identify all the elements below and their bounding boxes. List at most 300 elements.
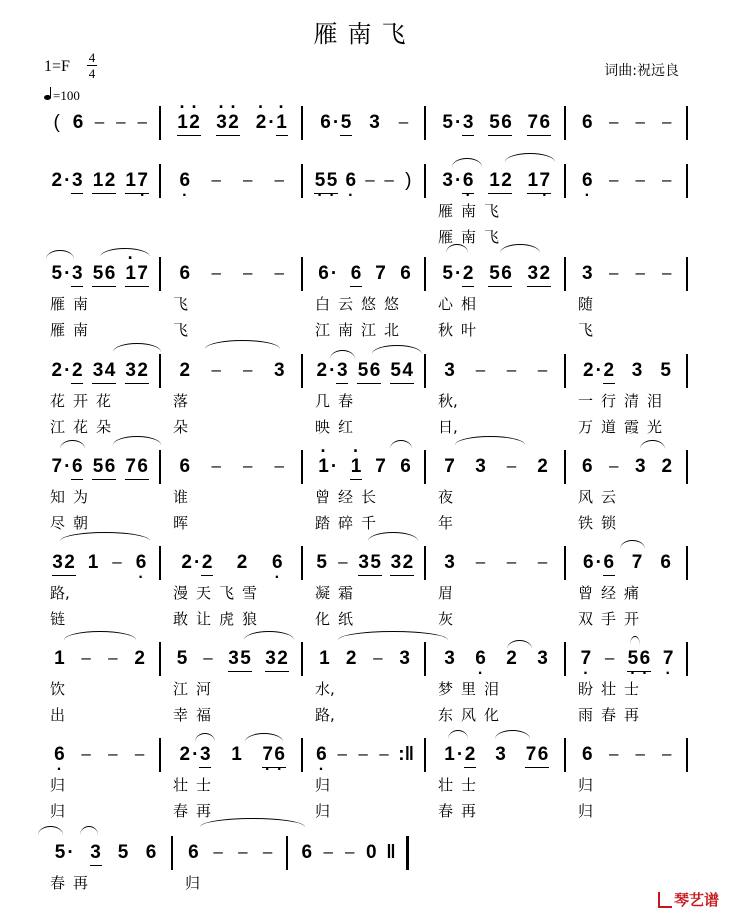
dash-hold: – bbox=[203, 648, 213, 667]
barline bbox=[301, 164, 303, 198]
lyric-line-1 bbox=[173, 774, 299, 795]
eighth-note-group bbox=[262, 744, 286, 768]
dash-hold: – bbox=[635, 112, 645, 131]
beat bbox=[210, 263, 223, 283]
lyric-line-2 bbox=[578, 704, 684, 725]
lyric-syllable: 开 bbox=[624, 610, 640, 628]
note: 5 bbox=[489, 263, 500, 284]
eighth-note-group bbox=[177, 112, 201, 136]
slur-arc bbox=[507, 640, 532, 649]
lyric-line-2 bbox=[50, 512, 157, 533]
barline bbox=[424, 354, 426, 388]
note: · 1 bbox=[177, 112, 189, 134]
lyric-line-1 bbox=[50, 486, 157, 507]
beat bbox=[273, 263, 286, 283]
barline bbox=[424, 546, 426, 580]
note: 3 bbox=[273, 360, 285, 381]
beat bbox=[402, 170, 415, 192]
lyric-syllable: 狼 bbox=[242, 610, 258, 628]
beat bbox=[92, 456, 116, 480]
lyric-syllable: 曾 bbox=[315, 488, 331, 506]
lyric-syllable: 再 bbox=[624, 706, 640, 724]
beat bbox=[315, 552, 328, 574]
lyric-syllable: 灰 bbox=[438, 610, 454, 628]
lyric-syllable: 随 bbox=[578, 295, 594, 313]
beat bbox=[210, 170, 223, 190]
beat bbox=[180, 552, 213, 576]
dash-hold: – bbox=[398, 112, 409, 131]
beat bbox=[125, 456, 149, 480]
beat bbox=[660, 263, 673, 283]
lyric-syllable: 云 bbox=[601, 488, 617, 506]
note: · bbox=[454, 263, 462, 284]
dash-hold: – bbox=[475, 552, 486, 571]
beat bbox=[579, 648, 592, 670]
measure bbox=[434, 456, 558, 478]
note: 7 · bbox=[262, 744, 274, 766]
beat bbox=[660, 456, 673, 478]
note: 6 bbox=[104, 456, 116, 477]
dash-hold: – bbox=[116, 112, 126, 131]
eighth-note-group bbox=[340, 112, 352, 136]
note: 5 bbox=[176, 648, 188, 669]
note: 7 · bbox=[539, 170, 551, 192]
lyric-syllable: 千 bbox=[361, 514, 377, 532]
lyric-syllable: 春 bbox=[338, 392, 354, 410]
lyric-syllable: 心 bbox=[438, 295, 454, 313]
dash-hold: – bbox=[604, 648, 615, 667]
lyric-line-2 bbox=[315, 416, 422, 437]
beat bbox=[135, 552, 148, 574]
note: 3 bbox=[90, 842, 101, 863]
beat bbox=[581, 456, 594, 478]
dash-hold: – bbox=[274, 456, 284, 475]
measure bbox=[574, 263, 680, 285]
beat bbox=[317, 456, 338, 478]
lyric-syllable: 春 bbox=[173, 802, 189, 820]
note: 3 bbox=[92, 360, 104, 381]
credits: 词曲:祝远良 bbox=[604, 63, 679, 79]
eighth-note-group bbox=[462, 263, 474, 287]
beat bbox=[371, 648, 384, 668]
note: · 2 bbox=[255, 112, 268, 136]
measure bbox=[169, 112, 295, 136]
note: 3 bbox=[444, 552, 455, 573]
lyric-syllable: 归 bbox=[578, 776, 594, 794]
lyric-line-1 bbox=[173, 486, 299, 507]
lyric-syllable: 春 bbox=[601, 706, 617, 724]
lyric-line-1 bbox=[50, 774, 157, 795]
quarter-note-icon bbox=[44, 95, 51, 100]
measure bbox=[169, 263, 295, 285]
lyric-syllable: 南 bbox=[73, 295, 89, 313]
dash-hold: – bbox=[243, 263, 253, 282]
beat bbox=[271, 552, 284, 574]
eighth-note-group bbox=[71, 263, 83, 287]
beat bbox=[53, 744, 66, 766]
measure bbox=[574, 648, 680, 672]
lyric-line-1 bbox=[438, 582, 562, 603]
lyric-line-2 bbox=[438, 704, 562, 725]
lyric-syllable: 江 bbox=[361, 321, 377, 339]
dash-hold: – bbox=[609, 263, 619, 282]
lyric-syllable: 长 bbox=[361, 488, 377, 506]
dash-hold: – bbox=[243, 360, 253, 379]
measure bbox=[434, 552, 558, 574]
note: 6 · bbox=[53, 744, 66, 766]
note: 3 bbox=[444, 648, 455, 669]
beat bbox=[322, 842, 335, 862]
beat bbox=[474, 360, 487, 380]
beat bbox=[314, 170, 338, 194]
note: 2 bbox=[104, 170, 116, 191]
lyric-syllable: 清 bbox=[624, 392, 640, 410]
measure bbox=[311, 648, 418, 670]
lyric-syllable: 再 bbox=[461, 802, 477, 820]
beat bbox=[582, 552, 615, 576]
barline bbox=[564, 738, 566, 772]
note: 6 · bbox=[344, 170, 357, 192]
note: 2 bbox=[501, 170, 512, 191]
measure bbox=[434, 170, 558, 194]
note: 7 bbox=[631, 552, 643, 573]
lyric-line-1 bbox=[173, 293, 299, 314]
note: 5 · bbox=[314, 170, 326, 192]
lyric-line-2 bbox=[173, 416, 299, 437]
note: 6 · bbox=[274, 744, 286, 766]
beat bbox=[660, 744, 673, 764]
measure bbox=[434, 263, 558, 287]
lyric-syllable: 漫 bbox=[173, 584, 189, 602]
note: · 3 bbox=[216, 112, 228, 134]
barline bbox=[424, 257, 426, 291]
slur-arc bbox=[80, 826, 98, 835]
measure bbox=[311, 112, 418, 136]
note: 5 bbox=[660, 360, 671, 381]
note: 2 bbox=[464, 744, 476, 765]
note: 2 bbox=[537, 456, 548, 477]
beat bbox=[659, 360, 672, 382]
measure bbox=[311, 456, 418, 480]
measure bbox=[169, 552, 295, 576]
barline bbox=[424, 450, 426, 484]
beat bbox=[505, 552, 518, 572]
beat bbox=[659, 552, 672, 574]
dash-hold: – bbox=[274, 170, 284, 189]
slur-arc bbox=[455, 436, 525, 445]
note: 7 bbox=[375, 456, 386, 477]
beat bbox=[603, 648, 616, 668]
beat bbox=[374, 456, 387, 478]
beat bbox=[505, 456, 518, 476]
note: 2 bbox=[51, 170, 63, 191]
lyric-syllable: 北 bbox=[384, 321, 400, 339]
barline bbox=[686, 546, 688, 580]
note: 2 bbox=[402, 552, 414, 573]
eighth-note-group bbox=[488, 170, 512, 194]
beat bbox=[443, 648, 456, 670]
eighth-note-group bbox=[125, 263, 149, 287]
note: 6 bbox=[301, 842, 313, 863]
measure bbox=[46, 360, 153, 384]
beat bbox=[53, 648, 66, 670]
note: 6 bbox=[660, 552, 671, 573]
eighth-note-group bbox=[265, 648, 289, 672]
lyric-syllable: 经 bbox=[338, 488, 354, 506]
lyric-syllable: 南 bbox=[338, 321, 354, 339]
slur-arc bbox=[390, 440, 412, 449]
lyric-syllable: 为 bbox=[73, 488, 89, 506]
lyric-syllable: 里 bbox=[461, 680, 477, 698]
barline bbox=[159, 106, 161, 140]
beat bbox=[365, 842, 378, 864]
note: 1 bbox=[125, 170, 136, 191]
dash-hold: – bbox=[211, 456, 221, 475]
beat bbox=[660, 112, 673, 132]
barline bbox=[301, 738, 303, 772]
eighth-note-group bbox=[603, 360, 615, 384]
watermark-text: 琴艺谱 bbox=[673, 891, 719, 909]
lyric-syllable: 士 bbox=[196, 776, 212, 794]
beat bbox=[92, 360, 116, 384]
lyric-syllable: 飞 bbox=[219, 584, 235, 602]
lyric-syllable: 悠 bbox=[384, 295, 400, 313]
lyric-line-1 bbox=[578, 486, 684, 507]
measure bbox=[434, 112, 558, 136]
beat bbox=[634, 112, 647, 132]
lyric-line-2 bbox=[50, 608, 157, 629]
lyric-line-1 bbox=[50, 678, 157, 699]
note: 3 bbox=[631, 360, 643, 381]
barline bbox=[686, 106, 688, 140]
lyric-syllable: 梦 bbox=[438, 680, 454, 698]
note: 6 bbox=[72, 112, 84, 133]
dash-hold: – bbox=[108, 648, 118, 667]
lyric-syllable: 飞 bbox=[173, 295, 189, 313]
beat bbox=[273, 456, 286, 476]
lyric-line-1 bbox=[438, 200, 562, 221]
dash-hold: – bbox=[358, 744, 368, 763]
lyric-line-2 bbox=[578, 512, 684, 533]
lyric-syllable: 雁 bbox=[50, 295, 66, 313]
lyric-syllable: 虎 bbox=[219, 610, 235, 628]
beat bbox=[581, 744, 594, 766]
lyric-syllable: 痛 bbox=[624, 584, 640, 602]
dash-hold: – bbox=[537, 360, 548, 379]
lyric-syllable: 壮 bbox=[438, 776, 454, 794]
lyric-line-1 bbox=[578, 582, 684, 603]
note: 5 · bbox=[326, 170, 338, 192]
barline bbox=[301, 546, 303, 580]
beat bbox=[273, 360, 286, 382]
note: 1 bbox=[54, 648, 65, 669]
measure bbox=[311, 263, 418, 287]
lyric-syllable: 朵 bbox=[96, 418, 112, 436]
beat bbox=[390, 360, 414, 384]
note: 1 bbox=[92, 170, 104, 191]
barline bbox=[424, 164, 426, 198]
note: 5 bbox=[390, 360, 401, 381]
lyric-line-1 bbox=[315, 486, 422, 507]
lyric-line-1 bbox=[50, 582, 157, 603]
measure bbox=[181, 842, 280, 864]
lyric-line-2 bbox=[578, 800, 684, 821]
beat bbox=[607, 263, 620, 283]
lyric-syllable: 雪 bbox=[242, 584, 258, 602]
lyric-syllable: 归 bbox=[50, 776, 66, 794]
lyric-syllable: 春 bbox=[50, 874, 66, 892]
barline bbox=[159, 354, 161, 388]
slur-arc bbox=[60, 532, 150, 541]
eighth-note-group bbox=[350, 456, 362, 480]
note: 7 bbox=[375, 263, 386, 284]
barline bbox=[301, 257, 303, 291]
beat bbox=[363, 170, 376, 190]
note: · bbox=[64, 360, 71, 381]
tempo-marking bbox=[44, 88, 80, 104]
beat bbox=[241, 456, 254, 476]
lyric-syllable: 江 bbox=[50, 418, 66, 436]
dash-hold: – bbox=[635, 744, 645, 763]
lyric-syllable: 纸 bbox=[338, 610, 354, 628]
note: 6 · bbox=[581, 170, 594, 192]
slur-arc bbox=[620, 540, 645, 549]
note: · 2 bbox=[189, 112, 201, 134]
lyric-syllable: 行 bbox=[601, 392, 617, 410]
lyric-syllable: 开 bbox=[73, 392, 89, 410]
measure bbox=[311, 170, 418, 194]
beat bbox=[178, 170, 191, 192]
lyric-line-2 bbox=[438, 319, 562, 340]
dash-hold: – bbox=[81, 744, 91, 763]
beat bbox=[178, 744, 211, 768]
lyric-line-1 bbox=[438, 678, 562, 699]
beat bbox=[255, 112, 288, 136]
beat bbox=[80, 744, 93, 764]
beat bbox=[344, 170, 357, 192]
beat bbox=[133, 648, 146, 670]
lyric-line-1 bbox=[173, 582, 299, 603]
lyric-line-1 bbox=[315, 774, 422, 795]
barline bbox=[686, 257, 688, 291]
note: 5 bbox=[54, 842, 66, 863]
eighth-note-group bbox=[52, 552, 76, 576]
lyric-syllable: 经 bbox=[601, 584, 617, 602]
slur-arc bbox=[630, 636, 640, 645]
barline bbox=[564, 164, 566, 198]
slur-arc bbox=[244, 631, 294, 640]
measure bbox=[311, 552, 418, 576]
lyric-line-2 bbox=[315, 608, 422, 629]
beat bbox=[178, 263, 191, 285]
lyric-syllable: 泪 bbox=[484, 680, 500, 698]
note: 5 bbox=[316, 552, 327, 573]
beat bbox=[187, 842, 200, 864]
beat bbox=[374, 263, 387, 285]
measure bbox=[574, 112, 680, 134]
eighth-note-group bbox=[358, 552, 382, 576]
beat bbox=[93, 112, 106, 132]
final-barline bbox=[406, 836, 409, 870]
lyric-syllable: 风 bbox=[461, 706, 477, 724]
beat bbox=[92, 263, 116, 287]
barline bbox=[301, 106, 303, 140]
note: 3 bbox=[228, 648, 239, 669]
dash-hold: – bbox=[635, 263, 645, 282]
beat bbox=[125, 360, 149, 384]
beat bbox=[607, 112, 620, 132]
lyric-line-2 bbox=[578, 319, 684, 340]
beat bbox=[398, 648, 411, 670]
lyric-line-1 bbox=[578, 774, 684, 795]
beat bbox=[80, 648, 93, 668]
lyric-syllable: 凝 bbox=[315, 584, 331, 602]
eighth-note-group bbox=[71, 360, 83, 384]
slur-arc bbox=[195, 733, 215, 742]
beat bbox=[350, 263, 362, 287]
beat bbox=[236, 842, 249, 862]
note: · bbox=[330, 456, 338, 477]
eighth-note-group bbox=[125, 170, 149, 194]
lyric-syllable: 福 bbox=[196, 706, 212, 724]
note: · bbox=[332, 112, 340, 133]
eighth-note-group bbox=[603, 552, 615, 576]
note: 5 bbox=[489, 112, 500, 133]
note: 5 bbox=[117, 842, 129, 863]
measure bbox=[434, 648, 558, 670]
beat bbox=[357, 744, 370, 764]
lyric-syllable: 归 bbox=[50, 802, 66, 820]
beat bbox=[87, 552, 100, 574]
lyric-line-2 bbox=[438, 416, 562, 437]
slur-arc bbox=[368, 532, 418, 541]
dash-hold: – bbox=[609, 112, 619, 131]
eighth-note-group bbox=[357, 360, 381, 384]
note: 5 bbox=[340, 112, 352, 133]
measure bbox=[169, 744, 295, 768]
measure bbox=[46, 456, 153, 480]
tempo-value: =100 bbox=[53, 88, 80, 103]
beat bbox=[443, 552, 456, 574]
time-signature bbox=[87, 50, 97, 81]
note: 6 bbox=[581, 456, 593, 477]
lyric-syllable: 风 bbox=[578, 488, 594, 506]
lyric-syllable: 云 bbox=[338, 295, 354, 313]
lyric-syllable: 曾 bbox=[578, 584, 594, 602]
lyric-syllable: 士 bbox=[461, 776, 477, 794]
lyric-syllable: 花 bbox=[50, 392, 66, 410]
beat bbox=[202, 648, 215, 668]
beat bbox=[319, 112, 352, 136]
beat bbox=[336, 744, 349, 764]
measure bbox=[46, 112, 153, 134]
note: 3 bbox=[265, 648, 276, 669]
note: 3 bbox=[475, 456, 486, 477]
lyric-syllable: 敢 bbox=[173, 610, 189, 628]
eighth-note-group bbox=[125, 456, 149, 480]
note: · bbox=[64, 456, 71, 477]
note: · bbox=[64, 170, 71, 191]
lyric-syllable: 饮 bbox=[50, 680, 66, 698]
note: · bbox=[330, 263, 338, 284]
eighth-note-group bbox=[92, 456, 116, 480]
note: 2 bbox=[345, 648, 357, 669]
lyric-line-1 bbox=[50, 872, 169, 893]
note: 5 bbox=[240, 648, 251, 669]
lyric-syllable: 雨 bbox=[578, 706, 594, 724]
lyric-line-2 bbox=[50, 319, 157, 340]
note: 4 bbox=[402, 360, 413, 381]
